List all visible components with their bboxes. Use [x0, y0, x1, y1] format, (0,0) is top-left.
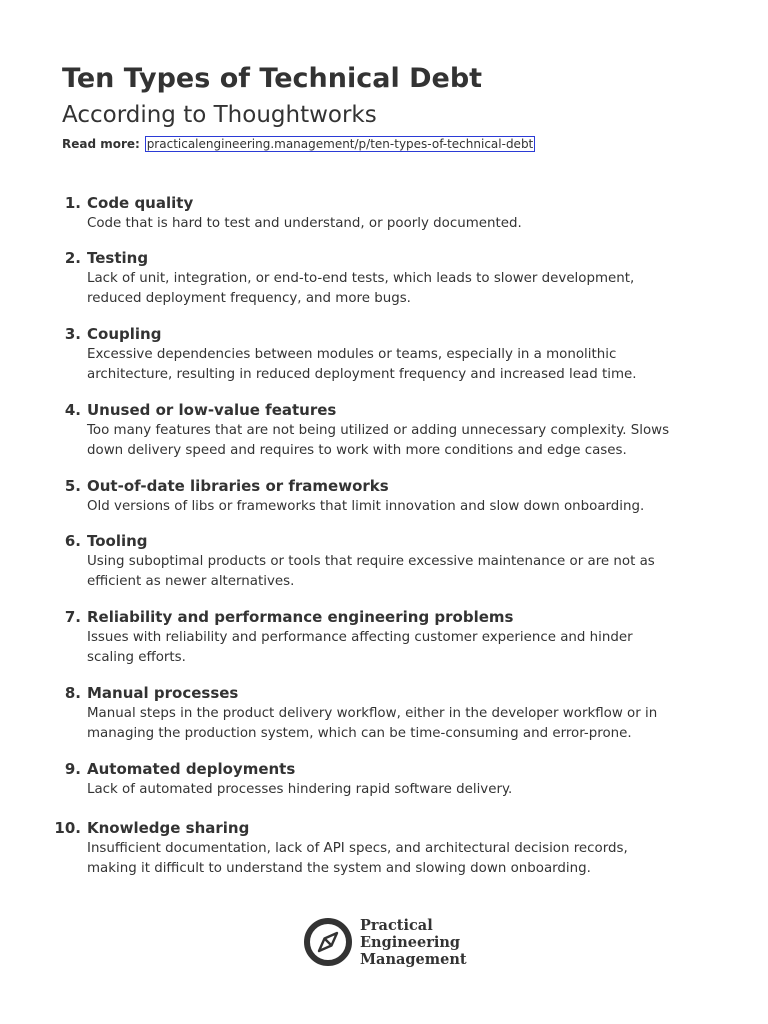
item-description: Using suboptimal products or tools that require excessive maintenance or are not as efficient as newer alternatives. [87, 554, 655, 589]
item-number: 5. [64, 477, 81, 495]
logo [302, 914, 472, 970]
item-number: 7. [64, 608, 81, 626]
item-number: 9. [64, 760, 81, 778]
read-more-label: Read more: [62, 137, 140, 151]
item-number: 4. [64, 401, 81, 419]
item-description: Insufficient documentation, lack of API specs, and architectural decision records, making it difficult to understand the system and slowing down onboarding. [87, 841, 628, 876]
read-more-link[interactable]: practicalengineering.management/p/ten-types-of-technical-debt [146, 137, 534, 151]
item-number: 3. [64, 325, 81, 343]
item-description: Too many features that are not being utilized or adding unnecessary complexity. Slows down delivery speed and requires to work with more conditions and edge cases. [87, 423, 670, 458]
compass-icon [302, 916, 354, 968]
logo-line-engineering: Engineering [360, 934, 461, 951]
item-title: Reliability and performance engineering problems [87, 608, 514, 626]
item-number: 10. [54, 819, 81, 837]
logo-text [360, 917, 467, 968]
item-title: Unused or low-value features [87, 401, 337, 419]
item-description: Old versions of libs or frameworks that limit innovation and slow down onboarding. [87, 499, 645, 514]
item-description: Lack of unit, integration, or end-to-end tests, which leads to slower development, reduced deployment frequency, and more bugs. [87, 271, 635, 306]
item-title: Knowledge sharing [87, 819, 250, 837]
item-number: 6. [64, 532, 81, 550]
item-description: Excessive dependencies between modules or teams, especially in a monolithic architecture, resulting in reduced deployment frequency and increased lead time. [87, 347, 637, 382]
page-subtitle: According to Thoughtworks [62, 102, 377, 128]
item-title: Manual processes [87, 684, 239, 702]
item-title: Testing [87, 249, 149, 267]
page-title: Ten Types of Technical Debt [62, 63, 483, 94]
item-description: Issues with reliability and performance affecting customer experience and hinder scaling efforts. [87, 630, 633, 665]
item-title: Code quality [87, 194, 194, 212]
item-number: 8. [64, 684, 81, 702]
logo-line-management: Management [360, 951, 467, 968]
item-number: 1. [64, 194, 81, 212]
item-description: Manual steps in the product delivery workflow, either in the developer workflow or in managing the production system, which can be time-consuming and error-prone. [87, 706, 658, 741]
item-title: Tooling [87, 532, 148, 550]
read-more [62, 136, 535, 152]
item-description: Lack of automated processes hindering rapid software delivery. [87, 782, 513, 797]
item-number: 2. [64, 249, 81, 267]
item-title: Automated deployments [87, 760, 296, 778]
item-description: Code that is hard to test and understand, or poorly documented. [87, 216, 522, 231]
item-title: Out-of-date libraries or frameworks [87, 477, 389, 495]
item-title: Coupling [87, 325, 162, 343]
logo-line-practical: Practical [360, 917, 433, 934]
